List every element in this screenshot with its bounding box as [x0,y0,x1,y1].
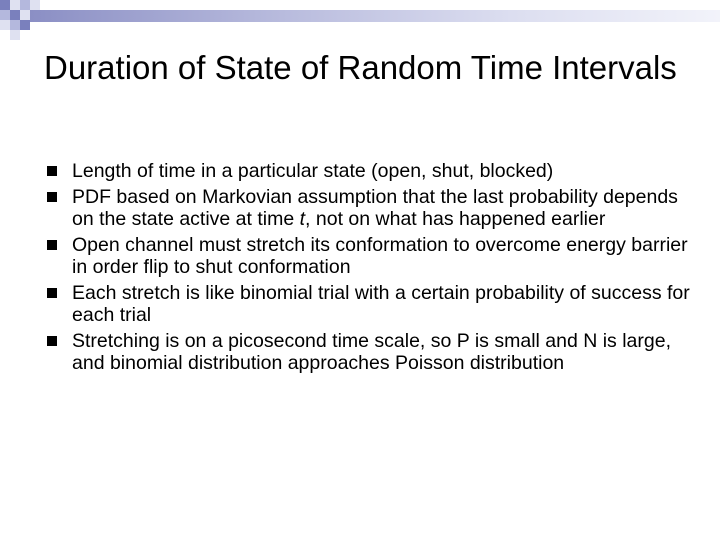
bullet-italic-variable: t [299,208,306,230]
square-bullet-icon [47,240,57,250]
square-bullet-icon [47,166,57,176]
square-bullet-icon [47,192,57,202]
bullet-item [44,330,694,374]
bullet-list [44,160,694,378]
bullet-item [44,234,694,278]
header-gradient-band [26,10,720,22]
bullet-text-part: PDF based on Markovian assumption that the last probability depends on the state active at time [72,186,678,230]
bullet-text [72,186,678,230]
bullet-item [44,186,694,230]
bullet-text-part: , not on what has happened earlier [305,208,606,230]
checker-square [0,20,10,30]
bullet-text: Open channel must stretch its conformation to overcome energy barrier in order flip to shut conformation [72,234,688,278]
slide-title: Duration of State of Random Time Intervals [44,49,677,86]
bullet-text: Length of time in a particular state (open, shut, blocked) [72,160,554,182]
checker-square [20,0,30,10]
square-bullet-icon [47,336,57,346]
bullet-item [44,160,694,182]
checker-square [20,20,30,30]
bullet-text: Stretching is on a picosecond time scale, so P is small and N is large, and binomial distribution approaches Poisson distribution [72,330,672,374]
square-bullet-icon [47,288,57,298]
checker-square [10,30,20,40]
bullet-text: Each stretch is like binomial trial with a certain probability of success for each trial [72,282,690,326]
checker-square [0,0,10,10]
checker-square [20,10,30,20]
checker-square [10,10,20,20]
checker-square [0,10,10,20]
bullet-item [44,282,694,326]
checker-square [10,0,20,10]
checker-square [30,0,40,10]
header-decoration [0,0,720,44]
checker-square [10,20,20,30]
